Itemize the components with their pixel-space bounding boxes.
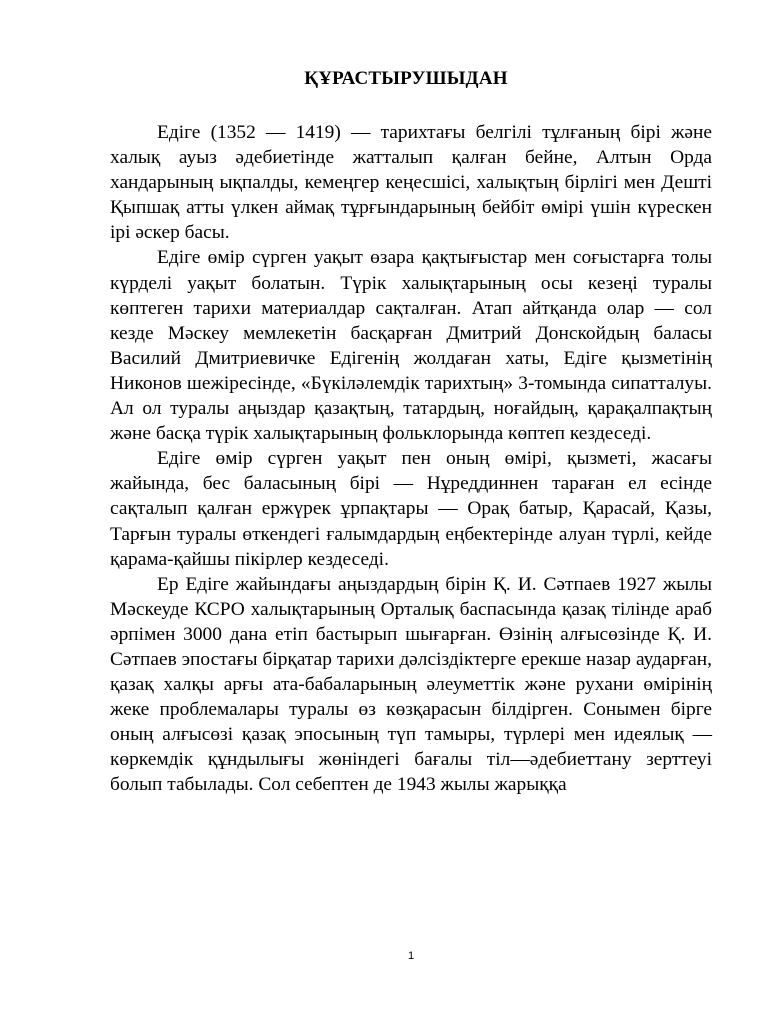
paragraph-3: Едіге өмір сүрген уақыт пен оның өмірі, қызметі, жасағы жайында, бес баласының бірі — Нұреддиннен тараған ел есінде сақталып қалған ержүрек ұрпақтары — Орақ батыр, Қарасай, Қазы, Тарғын туралы өткендегі ғалымдардың еңбектерінде алуан түрлі, кейде қарама-қайшы пікірлер кездеседі.	[110, 448, 712, 570]
page-title: ҚҰРАСТЫРУШЫДАН	[304, 68, 508, 89]
body-text	[110, 120, 712, 798]
paragraph-2: Едіге өмір сүрген уақыт өзара қақтығыстар мен соғыстарға толы күрделі уақыт болатын. Түрік халықтарының осы кезеңі туралы көптеген тарихи материалдар сақталған. Атап айтқанда олар — сол кезде Мәскеу мемлекетін басқарған Дмитрий Донскойдың баласы Василий Дмитриевичке Едігенің жолдаған хаты, Едіге қызметінің Никонов шежіресінде, «Бүкіләлемдік тарихтың» 3-томында сипатталуы. Ал ол туралы аңыздар қазақтың, татардың, ноғайдың, қарақалпақтың және басқа түрік халықтарының фольклорында көптеп кездеседі.	[110, 247, 712, 445]
page-number: 1	[407, 950, 415, 962]
paragraph-1: Едіге (1352 — 1419) — тарихтағы белгілі тұлғаның бірі және халық ауыз әдебиетінде жатталып қалған бейне, Алтын Орда хандарының ықпалды, кемеңгер кеңесшісі, халықтың бірлігі мен Дешті Қыпшақ атты үлкен аймақ тұрғындарының бейбіт өмірі үшін күрескен ірі әскер басы.	[110, 122, 712, 244]
paragraph-4: Ер Едіге жайындағы аңыздардың бірін Қ. И. Сәтпаев 1927 жылы Мәскеуде КСРО халықтарының Орталық баспасында қазақ тілінде араб әрпімен 3000 дана етіп бастырып шығарған. Өзінің алғысөзінде Қ. И. Сәтпаев эпостағы бірқатар тарихи дәлсіздіктерге ерекше назар аударған, қазақ халқы арғы ата-бабаларының әлеуметтік және рухани өмірінің жеке проблемалары туралы өз көзқарасын білдірген. Сонымен бірге оның алғысөзі қазақ эпосының түп тамыры, түрлері мен идеялық — көркемдік құндылығы жөніндегі бағалы тіл—әдебиеттану зерттеуі болып табылады. Сол себептен де 1943 жылы жарыққа	[110, 573, 712, 796]
